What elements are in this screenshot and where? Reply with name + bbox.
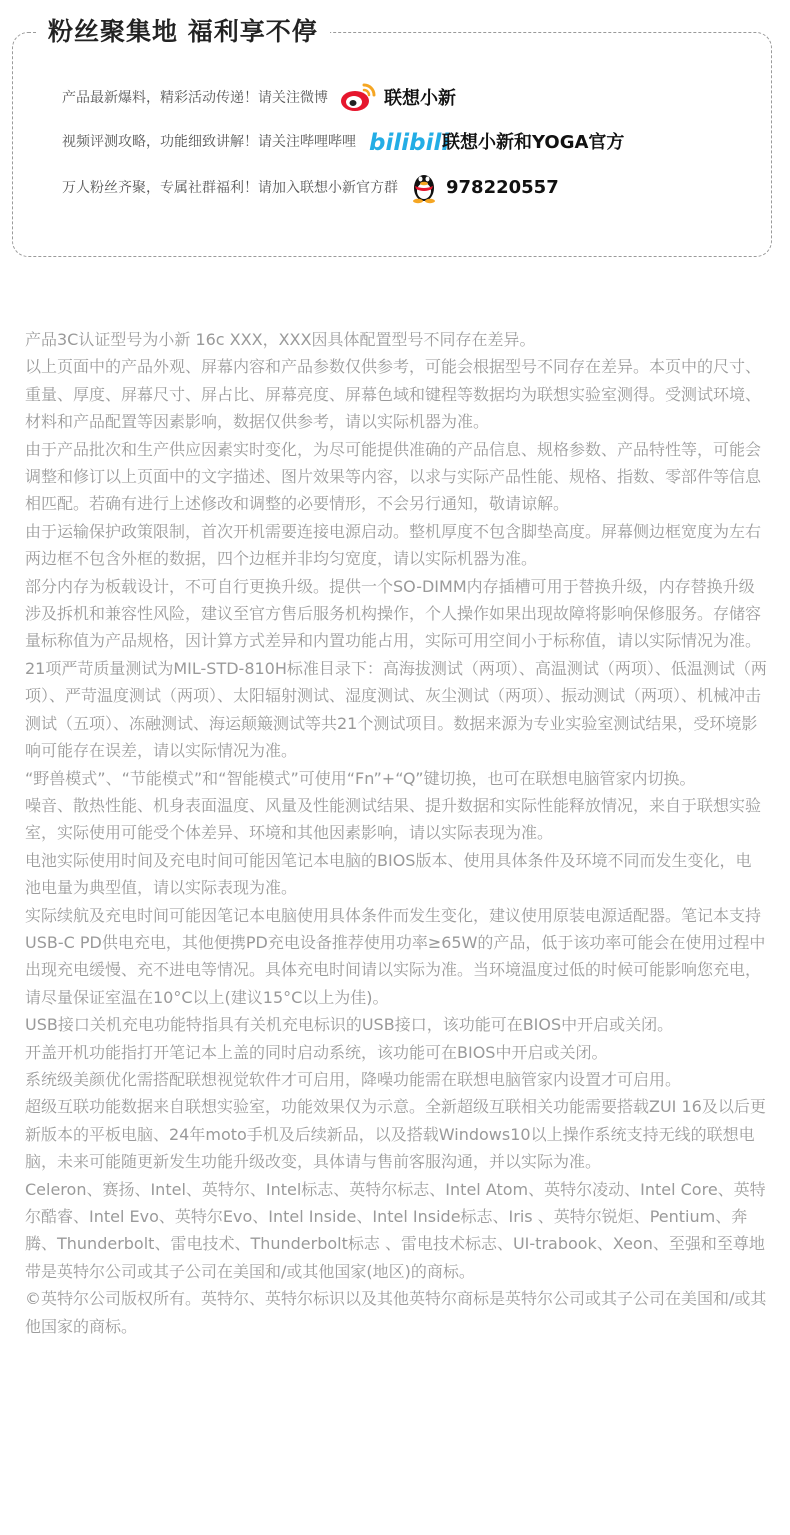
- note-paragraph: 电池实际使用时间及充电时间可能因笔记本电脑的BIOS版本、使用具体条件及环境不同而发生变化，电池电量为典型值，请以实际表现为准。: [25, 850, 752, 898]
- note-paragraph: Celeron、赛扬、Intel、英特尔、Intel标志、英特尔标志、Intel Atom、英特尔凌动、Intel Core、英特尔酷睿、Intel Evo、英特尔Evo、Intel Inside、Intel Inside标志、Iris 、英特尔锐炬、Pentium、奔腾、Thunderbolt、雷电技术、Thunderbolt标志 、雷电技术标志、UI-trabook、Xeon、至强和至尊地带是英特尔公司或其子公司在美国和/或其他国家(地区)的商标。: [25, 1179, 766, 1281]
- weibo-description: 产品最新爆料，精彩活动传递！请关注微博: [62, 90, 328, 106]
- qq-penguin-icon[interactable]: [410, 170, 438, 204]
- disclaimer-notes: [25, 326, 767, 1340]
- note-paragraph: 超级互联功能数据来自联想实验室，功能效果仅为示意。全新超级互联相关功能需要搭载ZUI 16及以后更新版本的平板电脑、24年moto手机及后续新品，以及搭载Windows10以上操作系统支持无线的联想电脑，未来可能随更新发生功能升级改变，具体请与售前客服沟通，并以实际为准。: [25, 1097, 766, 1172]
- note-paragraph: “野兽模式”、“节能模式”和“智能模式”可使用“Fn”+“Q”键切换，也可在联想电脑管家内切换。: [25, 768, 696, 788]
- note-paragraph: 开盖开机功能指打开笔记本上盖的同时启动系统，该功能可在BIOS中开启或关闭。: [25, 1042, 608, 1062]
- fans-section-title: 粉丝聚集地 福利享不停: [36, 14, 330, 50]
- note-paragraph: 部分内存为板载设计，不可自行更换升级。提供一个SO-DIMM内存插槽可用于替换升级，内存替换升级涉及拆机和兼容性风险，建议至官方售后服务机构操作，个人操作如果出现故障将影响保修服务。存储容量标称值为产品规格，因计算方式差异和内置功能占用，实际可用空间小于标称值，请以实际情况为准。: [25, 576, 762, 651]
- note-paragraph: 21项严苛质量测试为MIL-STD-810H标准目录下：高海拔测试（两项）、高温测试（两项）、低温测试（两项）、严苛温度测试（两项）、太阳辐射测试、湿度测试、灰尘测试（两项）、振动测试（两项）、机械冲击测试（五项）、冻融测试、海运颠簸测试等共21个测试项目。数据来源为专业实验室测试结果，受环境影响可能存在误差，请以实际情况为准。: [25, 658, 767, 761]
- note-paragraph: 噪音、散热性能、机身表面温度、风量及性能测试结果、提升数据和实际性能释放情况，来自于联想实验室，实际使用可能受个体差异、环境和其他因素影响，请以实际表现为准。: [25, 795, 762, 843]
- weibo-icon[interactable]: [340, 82, 376, 112]
- bilibili-logo-text: bilibili: [369, 130, 450, 156]
- bilibili-description: 视频评测攻略，功能细致讲解！请关注哔哩哔哩: [62, 134, 356, 150]
- note-paragraph: 实际续航及充电时间可能因笔记本电脑使用具体条件而发生变化，建议使用原装电源适配器。笔记本支持USB-C PD供电充电，其他便携PD充电设备推荐使用功率≥65W的产品，低于该功率可能会在使用过程中出现充电缓慢、充不进电等情况。具体充电时间请以实际为准。当环境温度过低的时候可能影响您充电，请尽量保证室温在10°C以上(建议15°C以上为佳)。: [25, 905, 766, 1007]
- qq-description: 万人粉丝齐聚，专属社群福利！请加入联想小新官方群: [62, 180, 398, 196]
- note-paragraph: 由于产品批次和生产供应因素实时变化，为尽可能提供准确的产品信息、规格参数、产品特性等，可能会调整和修订以上页面中的文字描述、图片效果等内容，以求与实际产品性能、规格、指数、零部件等信息相匹配。若确有进行上述修改和调整的必要情形，不会另行通知，敬请谅解。: [25, 439, 762, 514]
- bilibili-handle[interactable]: 联想小新和YOGA官方: [442, 132, 625, 153]
- weibo-row: [62, 77, 456, 117]
- bilibili-row: [62, 121, 624, 161]
- qq-group-number[interactable]: 978220557: [446, 176, 559, 198]
- qq-row: [62, 167, 559, 207]
- weibo-handle[interactable]: 联想小新: [384, 88, 456, 109]
- bilibili-logo[interactable]: [368, 125, 450, 157]
- note-paragraph: 由于运输保护政策限制，首次开机需要连接电源启动。整机厚度不包含脚垫高度。屏幕侧边框宽度为左右两边框不包含外框的数据，四个边框并非均匀宽度，请以实际机器为准。: [25, 521, 762, 569]
- note-paragraph: ©英特尔公司版权所有。英特尔、英特尔标识以及其他英特尔商标是英特尔公司或其子公司在美国和/或其他国家的商标。: [25, 1289, 767, 1336]
- note-paragraph: 系统级美颜优化需搭配联想视觉软件才可启用，降噪功能需在联想电脑管家内设置才可启用。: [25, 1069, 682, 1089]
- note-paragraph: USB接口关机充电功能特指具有关机充电标识的USB接口，该功能可在BIOS中开启或关闭。: [25, 1015, 674, 1035]
- note-paragraph: 产品3C认证型号为小新 16c XXX，XXX因具体配置型号不同存在差异。: [25, 330, 536, 349]
- note-paragraph: 以上页面中的产品外观、屏幕内容和产品参数仅供参考，可能会根据型号不同存在差异。本页中的尺寸、重量、厚度、屏幕尺寸、屏占比、屏幕亮度、屏幕色域和键程等数据均为联想实验室测得。受测试环境、材料和产品配置等因素影响，数据仅供参考，请以实际机器为准。: [25, 357, 762, 432]
